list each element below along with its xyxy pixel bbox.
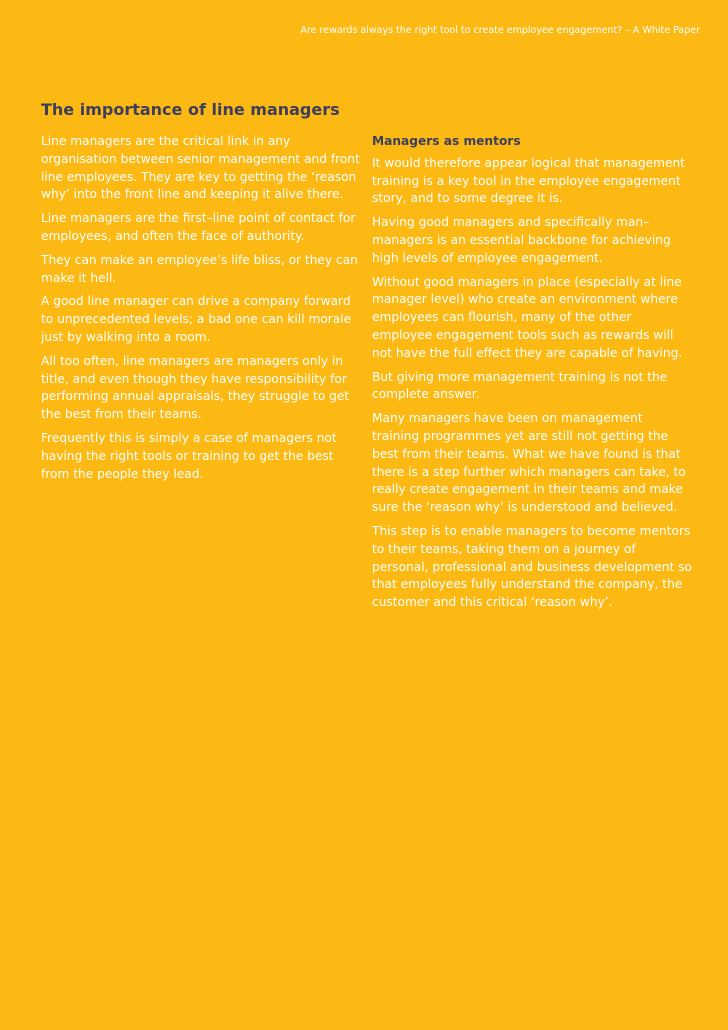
paragraph: This step is to enable managers to become mentors to their teams, taking them on a journey of personal, professional and business development so that employees fully understand the company, the customer and this critical ‘reason why’. [372,523,692,610]
paragraph: Without good managers in place (especially at line manager level) who create an environment where employees can flourish, many of the other employee engagement tools such as rewards will not have the full effect they are capable of having. [372,274,683,360]
paragraph: Many managers have been on management training programmes yet are still not getting the best from their teams. What we have found is that there is a step further which managers can take, to really create engagement in their teams and make sure the ‘reason why’ is understood and believed. [372,411,686,515]
paragraph: They can make an employee’s life bliss, or they can make it hell. [41,252,358,285]
left-column [41,133,361,489]
right-column [372,133,692,618]
running-header: Are rewards always the right tool to create employee engagement? – A White Paper [300,25,700,36]
paragraph: All too often, line managers are managers only in title, and even though they have responsibility for performing annual appraisals, they struggle to get the best from their teams. [41,353,350,422]
paragraph: Line managers are the critical link in any organisation between senior management and front line employees. They are key to getting the ‘reason why’ into the front line and keeping it alive there. [41,134,360,202]
paragraph: Frequently this is simply a case of managers not having the right tools or training to get the best from the people they lead. [41,430,337,481]
paragraph: It would therefore appear logical that management training is a key tool in the employee engagement story, and to some degree it is. [372,155,685,206]
section-subheading: Managers as mentors [372,134,521,148]
paragraph: Having good managers and specifically man– managers is an essential backbone for achieving high levels of employee engagement. [372,215,671,265]
page-title: The importance of line managers [41,100,340,119]
paragraph: Line managers are the first–line point of contact for employees, and often the face of authority. [41,211,356,243]
paragraph: A good line manager can drive a company forward to unprecedented levels; a bad one can kill morale just by walking into a room. [41,294,352,344]
paragraph: But giving more management training is not the complete answer. [372,369,668,402]
